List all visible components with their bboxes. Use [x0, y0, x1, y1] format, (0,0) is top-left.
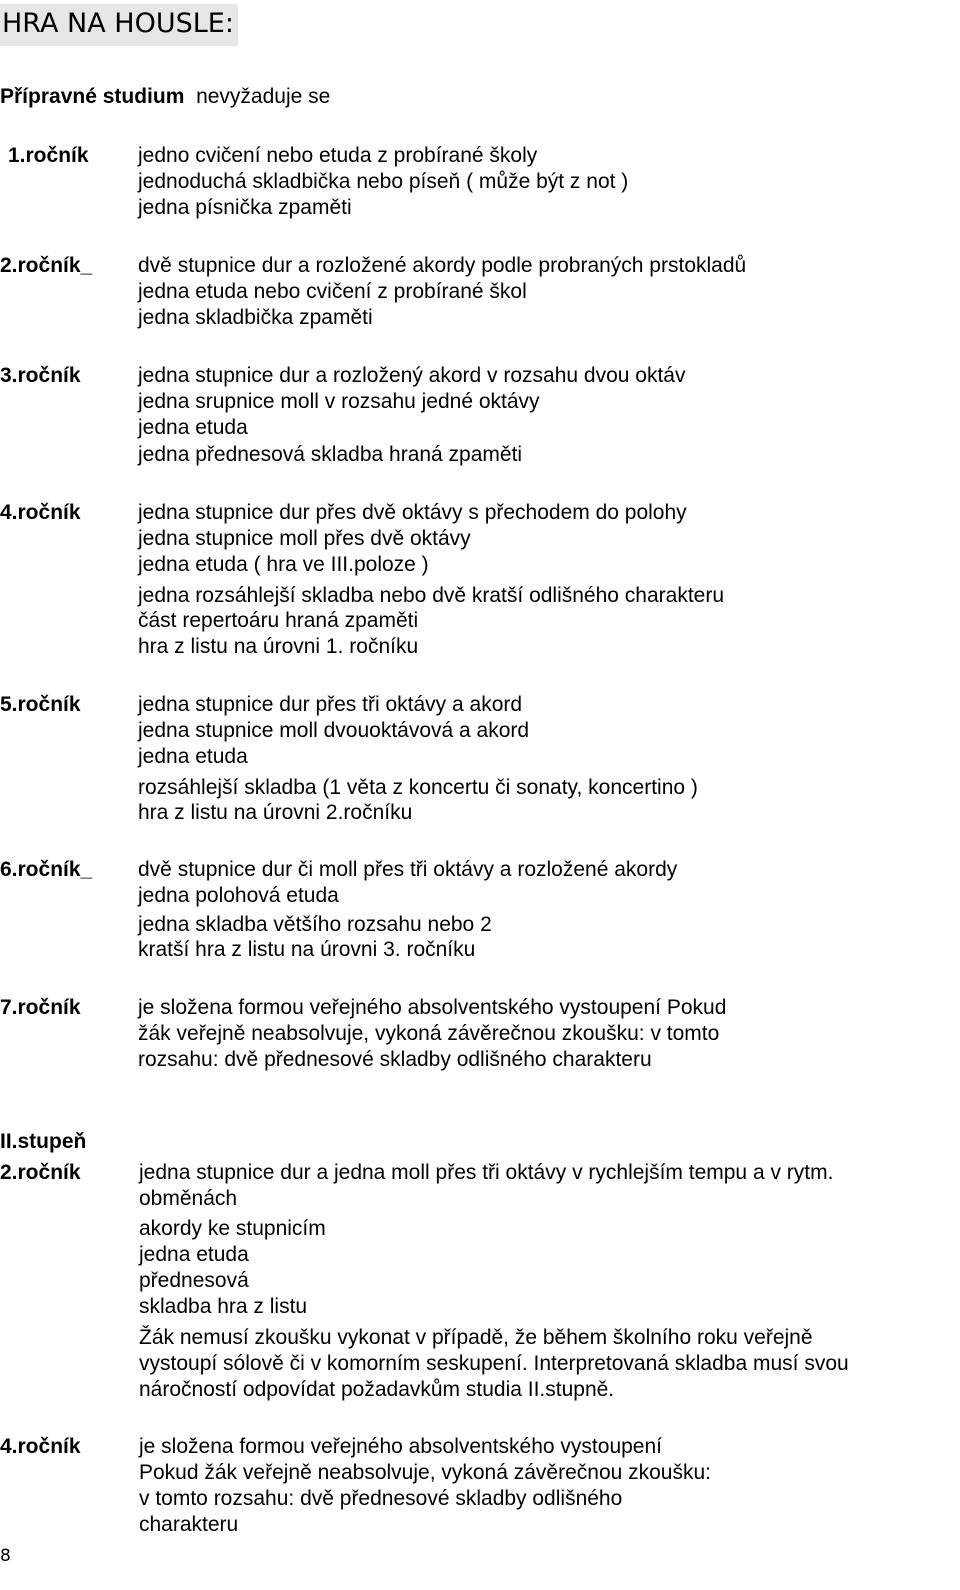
requirement-line: jedna etuda [138, 416, 248, 439]
requirement-line: jedna stupnice moll dvouoktávová a akord [138, 719, 530, 742]
intro-label: Přípravné studium [0, 85, 185, 108]
requirement-line: jedna etuda nebo cvičení z probírané škol [138, 280, 527, 303]
requirement-line: je složena formou veřejného absolventského vystoupení [139, 1435, 662, 1458]
requirement-line: kratší hra z listu na úrovni 3. ročníku [138, 938, 476, 961]
grade-label: 2.ročník_ [0, 254, 93, 277]
grade-label: 7.ročník [0, 996, 81, 1019]
requirement-line: jednoduchá skladbička nebo píseň ( může být z not ) [138, 170, 629, 193]
requirement-line: jedna etuda [139, 1243, 249, 1266]
requirement-line: jedna skladba většího rozsahu nebo 2 [138, 913, 492, 936]
requirement-line: hra z listu na úrovni 1. ročníku [138, 635, 419, 658]
grade-label: 1.ročník [8, 144, 89, 167]
requirement-line: hra z listu na úrovni 2.ročníku [138, 801, 413, 824]
requirement-line: rozsahu: dvě přednesové skladby odlišného charakteru [138, 1048, 652, 1071]
requirement-line: jedno cvičení nebo etuda z probírané školy [138, 144, 538, 167]
requirement-line: jedna srupnice moll v rozsahu jedné oktávy [138, 390, 540, 413]
requirement-line: jedna přednesová skladba hraná zpaměti [138, 443, 523, 466]
requirement-line: dvě stupnice dur a rozložené akordy podle probraných prstokladů [138, 254, 747, 277]
requirement-line: jedna stupnice dur a jedna moll přes tři oktávy v rychlejším tempu a v rytm. [139, 1161, 834, 1184]
requirement-line: dvě stupnice dur či moll přes tři oktávy a rozložené akordy [138, 858, 678, 881]
requirement-line: jedna rozsáhlejší skladba nebo dvě kratší odlišného charakteru [138, 584, 725, 607]
requirement-line: jedna etuda ( hra ve III.poloze ) [138, 553, 429, 576]
requirement-line: charakteru [139, 1513, 239, 1536]
requirement-line: obměnách [139, 1187, 238, 1210]
requirement-line: Žák nemusí zkoušku vykonat v případě, že během školního roku veřejně [139, 1326, 813, 1349]
requirement-line: přednesová [139, 1269, 249, 1292]
requirement-line: v tomto rozsahu: dvě přednesové skladby odlišného [139, 1487, 623, 1510]
grade-label: 3.ročník [0, 364, 81, 387]
grade-label: 6.ročník_ [0, 858, 93, 881]
grade-label: 4.ročník [0, 1435, 81, 1458]
requirement-line: jedna stupnice moll přes dvě oktávy [138, 527, 471, 550]
page-title: HRA NA HOUSLE: [0, 4, 238, 46]
grade-label: 4.ročník [0, 501, 81, 524]
requirement-line: rozsáhlejší skladba (1 věta z koncertu či sonaty, koncertino ) [138, 776, 698, 799]
requirement-line: jedna polohová etuda [138, 884, 339, 907]
intro-line [0, 84, 330, 110]
requirement-line: vystoupí sólově či v komorním seskupení. Interpretovaná skladba musí svou [139, 1352, 849, 1375]
requirement-line: náročností odpovídat požadavkům studia II.stupně. [139, 1378, 615, 1401]
requirement-line: jedna skladbička zpaměti [138, 306, 373, 329]
requirement-line: jedna písnička zpaměti [138, 196, 352, 219]
requirement-line: část repertoáru hraná zpaměti [138, 609, 419, 632]
requirement-line: skladba hra z listu [139, 1295, 308, 1318]
stage-heading: II.stupeň [0, 1130, 87, 1153]
intro-text: nevyžaduje se [196, 85, 331, 108]
grade-label: 2.ročník [0, 1161, 81, 1184]
requirement-line: Pokud žák veřejně neabsolvuje, vykoná závěrečnou zkoušku: [139, 1461, 712, 1484]
grade-label: 5.ročník [0, 693, 81, 716]
requirement-line: jedna stupnice dur přes tři oktávy a akord [138, 693, 523, 716]
requirement-line: žák veřejně neabsolvuje, vykoná závěrečnou zkoušku: v tomto [138, 1022, 720, 1045]
requirement-line: akordy ke stupnicím [139, 1217, 326, 1240]
requirement-line: jedna etuda [138, 745, 248, 768]
requirement-line: jedna stupnice dur a rozložený akord v rozsahu dvou oktáv [138, 364, 686, 387]
requirement-line: je složena formou veřejného absolventského vystoupení Pokud [138, 996, 727, 1019]
requirement-line: jedna stupnice dur přes dvě oktávy s přechodem do polohy [138, 501, 687, 524]
page-number: 8 [0, 1546, 11, 1566]
